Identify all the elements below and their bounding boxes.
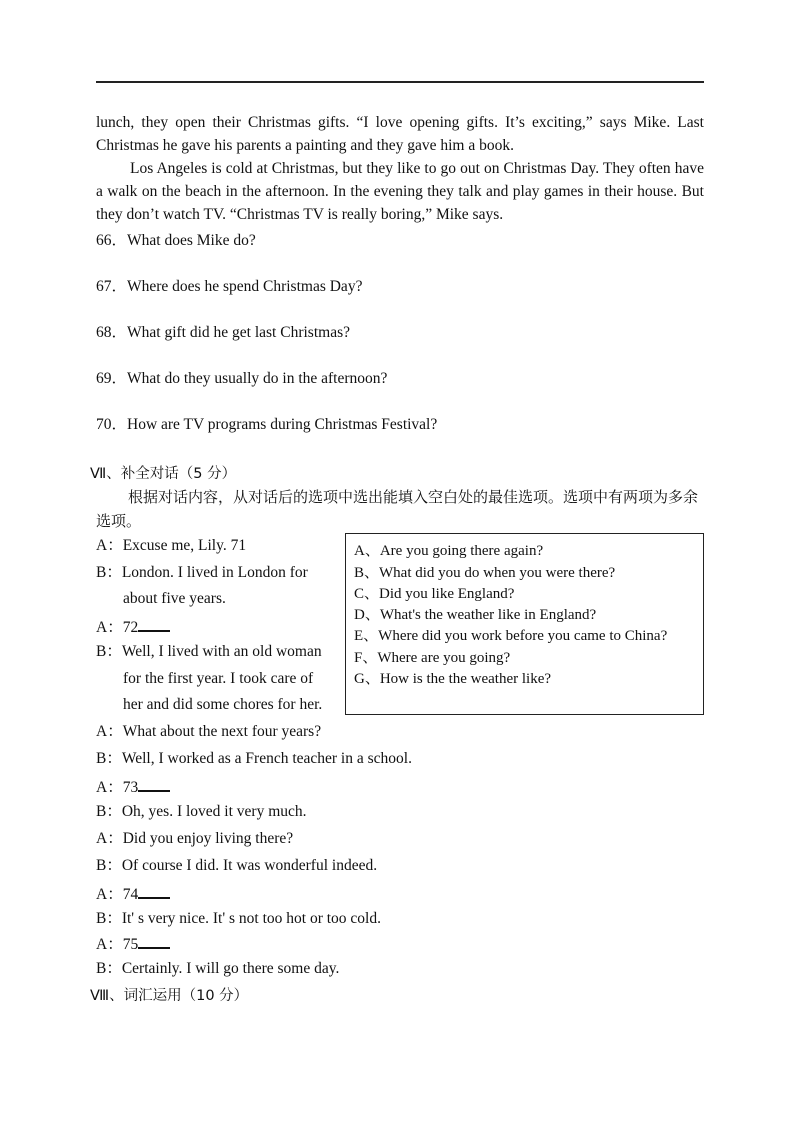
- header-rule: [96, 81, 704, 83]
- question-67: 67．Where does he spend Christmas Day?: [96, 278, 363, 295]
- dialogue-line-6: B：Well, I worked as a French teacher in a school.: [96, 750, 412, 767]
- section-7-title: Ⅶ、补全对话（5 分）: [90, 466, 237, 482]
- dialogue-line-8: B：Oh, yes. I loved it very much.: [96, 803, 307, 820]
- dialogue-line-11-text: A：74: [96, 886, 139, 903]
- question-70: 70．How are TV programs during Christmas Festival?: [96, 416, 438, 433]
- dialogue-line-2: B：London. I lived in London for: [96, 564, 308, 581]
- question-68: 68．What gift did he get last Christmas?: [96, 324, 350, 341]
- option-a: A、Are you going there again?: [354, 543, 544, 559]
- dialogue-line-13: [96, 933, 170, 955]
- dialogue-line-1: A：Excuse me, Lily. 71: [96, 537, 247, 554]
- options-box: [345, 533, 704, 715]
- section-8-title: Ⅷ、词汇运用（10 分）: [90, 988, 249, 1004]
- option-g: G、How is the the weather like?: [354, 671, 552, 687]
- dialogue-line-13-text: A：75: [96, 936, 139, 953]
- dialogue-line-3: [96, 616, 170, 638]
- passage-paragraph-2: Los Angeles is cold at Christmas, but they like to go out on Christmas Day. They often have a walk on the beach in the afternoon. In the evening they talk and play games in their house. But they don’t watch TV. “Christmas TV is really boring,” Mike says.: [96, 160, 704, 223]
- dialogue-line-7: [96, 776, 170, 798]
- option-b: B、What did you do when you were there?: [354, 565, 616, 581]
- dialogue-line-11: [96, 883, 170, 905]
- dialogue-line-7-text: A：73: [96, 779, 139, 796]
- answer-blank-75[interactable]: [138, 933, 170, 949]
- answer-blank-74[interactable]: [138, 883, 170, 899]
- question-66: 66．What does Mike do?: [96, 232, 256, 249]
- passage-paragraph-1: lunch, they open their Christmas gifts. “I love opening gifts. It’s exciting,” says Mike. Last Christmas he gave his parents a painting and they gave him a book.: [96, 114, 704, 154]
- dialogue-line-2-cont: about five years.: [123, 590, 226, 607]
- dialogue-line-4-cont-1: for the first year. I took care of: [123, 670, 314, 687]
- dialogue-line-5: A：What about the next four years?: [96, 723, 322, 740]
- option-f: F、Where are you going?: [354, 650, 511, 666]
- dialogue-line-4: B：Well, I lived with an old woman: [96, 643, 322, 660]
- section-7-instruction: 根据对话内容，从对话后的选项中选出能填入空白处的最佳选项。选项中有两项为多余选项。: [96, 488, 699, 530]
- dialogue-line-3-text: A：72: [96, 619, 139, 636]
- option-d: D、What's the weather like in England?: [354, 607, 597, 623]
- option-c: C、Did you like England?: [354, 586, 515, 602]
- dialogue-line-10: B：Of course I did. It was wonderful indeed.: [96, 857, 378, 874]
- dialogue-line-14: B：Certainly. I will go there some day.: [96, 960, 340, 977]
- dialogue-line-4-cont-2: her and did some chores for her.: [123, 696, 323, 713]
- answer-blank-73[interactable]: [138, 776, 170, 792]
- dialogue-line-12: B：It' s very nice. It' s not too hot or too cold.: [96, 910, 381, 927]
- answer-blank-72[interactable]: [138, 616, 170, 632]
- option-e: E、Where did you work before you came to China?: [354, 628, 668, 644]
- dialogue-line-9: A：Did you enjoy living there?: [96, 830, 294, 847]
- question-69: 69．What do they usually do in the afternoon?: [96, 370, 388, 387]
